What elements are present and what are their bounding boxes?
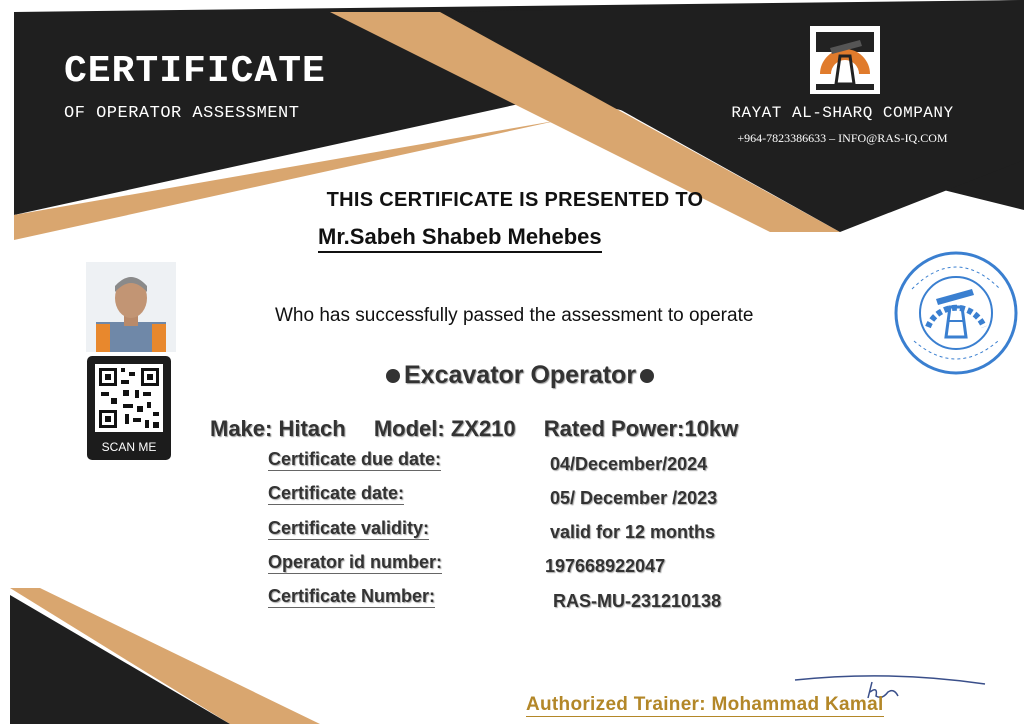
qualification-title: Excavator Operator [404,361,637,389]
validity-label: Certificate validity: [268,518,430,538]
equipment-specs [210,416,760,442]
company-contact: +964-7823386633 – INFO@RAS-IQ.COM [737,131,948,145]
bottom-dark [10,595,230,724]
equipment-model: Model: ZX210 [373,416,516,441]
qr-code[interactable] [87,356,171,460]
due-date-label: Certificate due date: [268,449,442,469]
operator-id-label: Operator id number: [268,552,443,572]
company-name: RAYAT AL-SHARQ COMPANY [731,104,954,122]
presented-to-heading: THIS CERTIFICATE IS PRESENTED TO [326,189,704,211]
certificate-subtitle: OF OPERATOR ASSESSMENT [64,104,300,123]
certificate-date-label: Certificate date: [268,483,405,503]
certificate-date-value: 05/ December /2023 [550,488,718,508]
company-logo-icon [810,26,880,94]
bullet-icon [386,369,400,383]
qr-scan-label: SCAN ME [101,440,157,454]
equipment-power: Rated Power:10kw [543,416,739,441]
bullet-icon [640,369,654,383]
recipient-name: Mr.Sabeh Shabeb Mehebes [318,224,602,253]
company-stamp-icon [892,249,1020,377]
operator-photo [86,262,176,352]
assessment-passed-text: Who has successfully passed the assessment to operate [275,305,754,326]
qualification-line [382,361,658,390]
certificate-number-value: RAS-MU-231210138 [553,591,722,611]
validity-value: valid for 12 months [550,522,716,542]
qr-code-icon [87,356,171,440]
equipment-make: Make: Hitach [210,416,346,441]
certificate-number-label: Certificate Number: [268,586,436,606]
certificate-title: CERTIFICATE [64,50,326,93]
due-date-value: 04/December/2024 [550,454,708,474]
operator-id-value: 197668922047 [545,556,666,576]
authorized-trainer: Authorized Trainer: Mohammad Kamal [526,694,884,715]
